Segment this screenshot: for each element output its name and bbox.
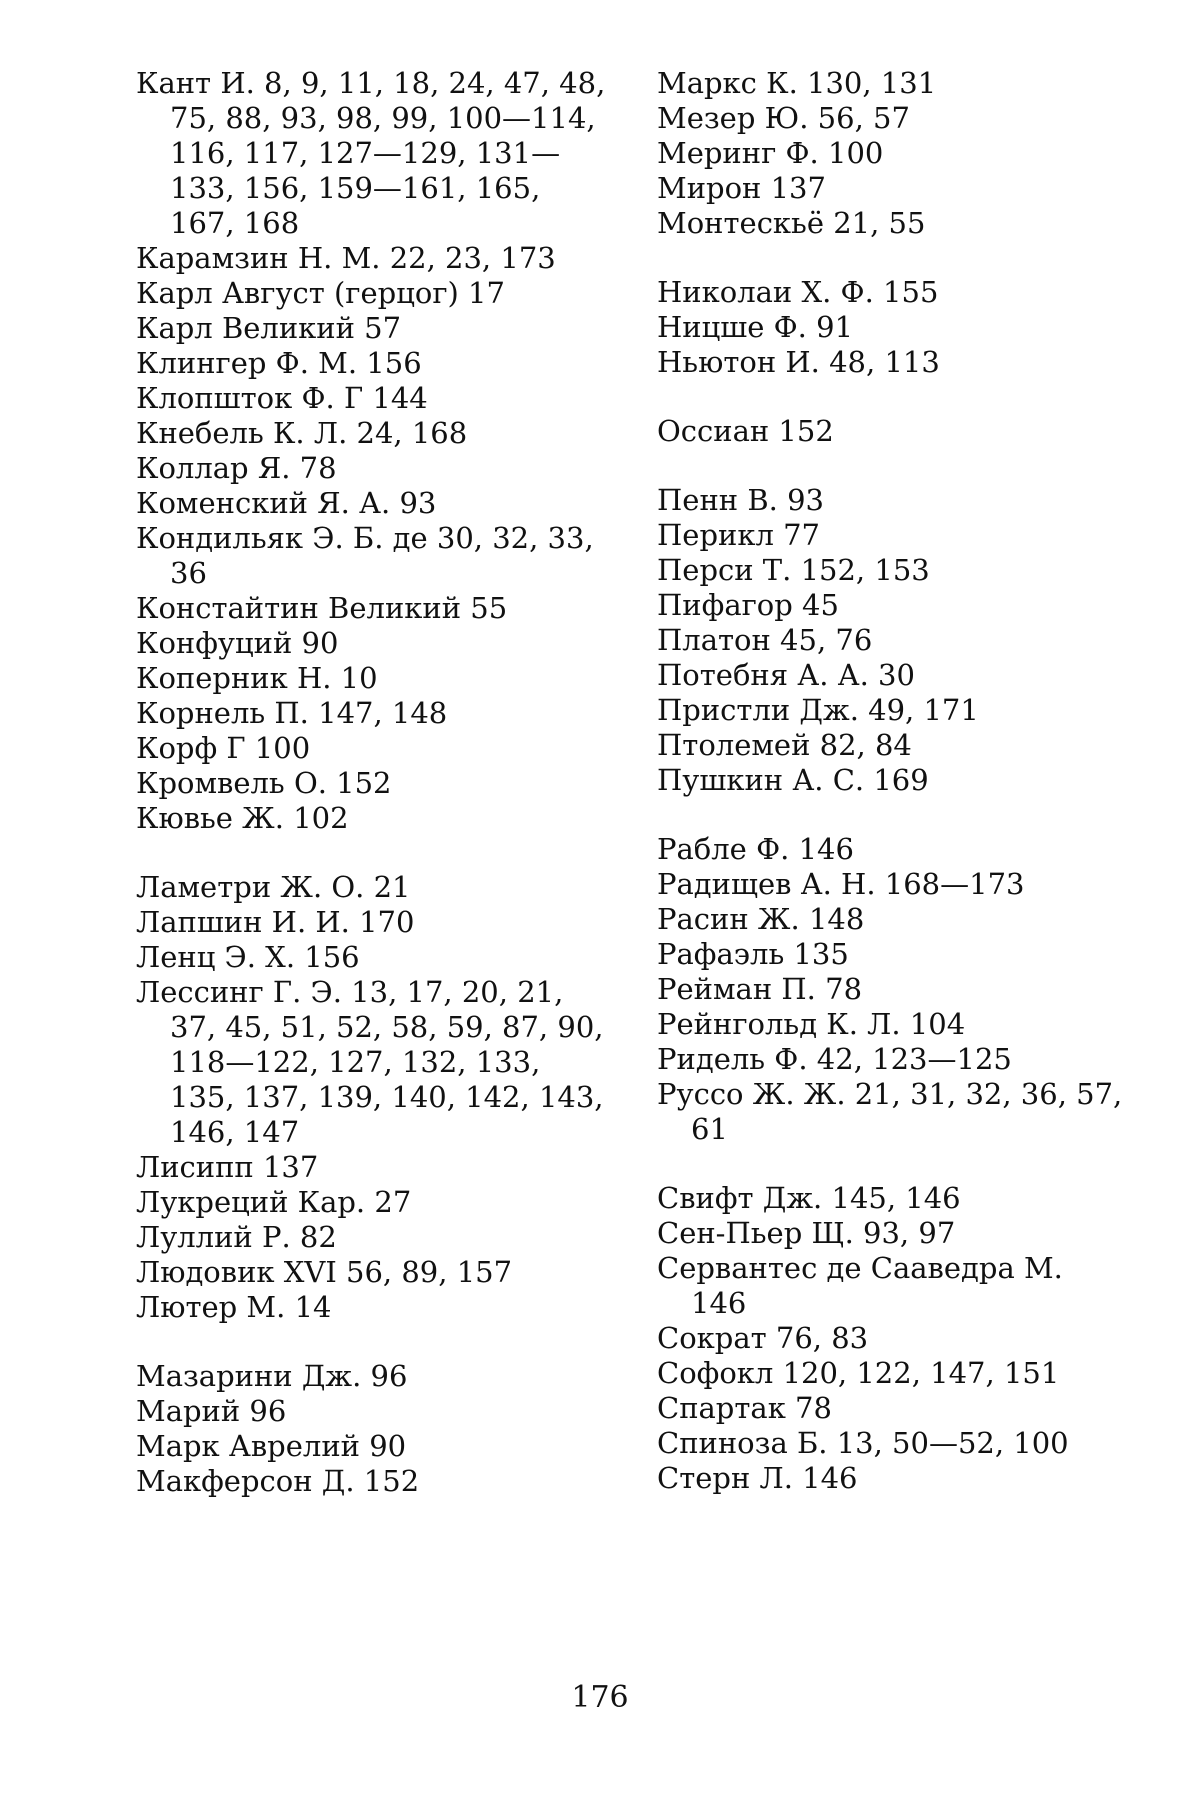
index-entry: Меринг Ф. 100: [657, 136, 884, 170]
letter-group-gap: [657, 380, 1127, 414]
index-entry: Руссо Ж. Ж. 21, 31, 32, 36, 57, 61: [657, 1077, 1123, 1146]
index-entry: Ленц Э. Х. 156: [136, 940, 360, 974]
index-entry: Потебня А. А. 30: [657, 658, 915, 692]
letter-group-gap: [657, 241, 1127, 275]
index-column-left: [136, 66, 606, 1499]
index-entry: Кромвель О. 152: [136, 766, 392, 800]
letter-group-gap: [657, 449, 1127, 483]
index-entry: Констайтин Великий 55: [136, 591, 508, 625]
index-entry: Спиноза Б. 13, 50—52, 100: [657, 1426, 1069, 1460]
index-entry: Рабле Ф. 146: [657, 832, 854, 866]
index-entry: Рафаэль 135: [657, 937, 849, 971]
index-entry: Кант И. 8, 9, 11, 18, 24, 47, 48, 75, 88, 93, 98, 99, 100—114, 116, 117, 127—129, 131—133, 156, 159—161, 165, 167, 168: [136, 66, 606, 240]
index-entry: Софокл 120, 122, 147, 151: [657, 1356, 1060, 1390]
index-entry: Мазарини Дж. 96: [136, 1359, 408, 1393]
index-entry: Спартак 78: [657, 1391, 832, 1425]
letter-group-gap: [136, 1325, 606, 1359]
index-entry: Сократ 76, 83: [657, 1321, 869, 1355]
index-entry: Карл Великий 57: [136, 311, 402, 345]
index-entry: Перикл 77: [657, 518, 821, 552]
index-entry: Свифт Дж. 145, 146: [657, 1181, 961, 1215]
index-entry: Ньютон И. 48, 113: [657, 345, 940, 379]
index-entry: Лапшин И. И. 170: [136, 905, 415, 939]
index-entry: Николаи Х. Ф. 155: [657, 275, 939, 309]
index-entry: Клопшток Ф. Г 144: [136, 381, 428, 415]
index-entry: Пенн В. 93: [657, 483, 824, 517]
index-entry: Перси Т. 152, 153: [657, 553, 930, 587]
index-entry: Коменский Я. А. 93: [136, 486, 437, 520]
index-entry: Монтескьё 21, 55: [657, 206, 926, 240]
index-entry: Луллий Р. 82: [136, 1220, 337, 1254]
index-entry: Маркс К. 130, 131: [657, 66, 937, 100]
index-entry: Кнебель К. Л. 24, 168: [136, 416, 468, 450]
index-entry: Стерн Л. 146: [657, 1461, 858, 1495]
index-entry: Ницше Ф. 91: [657, 310, 854, 344]
index-entry: Конфуций 90: [136, 626, 339, 660]
index-entry: Мезер Ю. 56, 57: [657, 101, 910, 135]
index-entry: Коллар Я. 78: [136, 451, 337, 485]
index-entry: Ридель Ф. 42, 123—125: [657, 1042, 1012, 1076]
index-entry: Корнель П. 147, 148: [136, 696, 448, 730]
index-entry: Людовик XVI 56, 89, 157: [136, 1255, 513, 1289]
letter-group-gap: [657, 798, 1127, 832]
letter-group-gap: [657, 1147, 1127, 1181]
index-entry: Карамзин Н. М. 22, 23, 173: [136, 241, 556, 275]
index-entry: Корф Г 100: [136, 731, 311, 765]
index-entry: Расин Ж. 148: [657, 902, 865, 936]
index-column-right: [657, 66, 1127, 1496]
letter-group-gap: [136, 836, 606, 870]
index-entry: Оссиан 152: [657, 414, 834, 448]
index-entry: Лессинг Г. Э. 13, 17, 20, 21, 37, 45, 51, 52, 58, 59, 87, 90, 118—122, 127, 132, 133, 135, 137, 139, 140, 142, 143, 146, 147: [136, 975, 604, 1149]
index-entry: Макферсон Д. 152: [136, 1464, 420, 1498]
index-entry: Рейнгольд К. Л. 104: [657, 1007, 966, 1041]
index-entry: Лисипп 137: [136, 1150, 319, 1184]
index-entry: Пушкин А. С. 169: [657, 763, 929, 797]
index-entry: Лютер М. 14: [136, 1290, 332, 1324]
index-entry: Марк Аврелий 90: [136, 1429, 407, 1463]
index-entry: Пифагор 45: [657, 588, 839, 622]
index-entry: Кювье Ж. 102: [136, 801, 349, 835]
index-entry: Ламетри Ж. О. 21: [136, 870, 411, 904]
index-entry: Карл Август (герцог) 17: [136, 276, 505, 310]
index-entry: Пристли Дж. 49, 171: [657, 693, 979, 727]
page-number: 176: [571, 1680, 629, 1715]
index-entry: Платон 45, 76: [657, 623, 873, 657]
index-entry: Птолемей 82, 84: [657, 728, 912, 762]
index-entry: Коперник Н. 10: [136, 661, 378, 695]
index-entry: Лукреций Кар. 27: [136, 1185, 412, 1219]
index-entry: Марий 96: [136, 1394, 287, 1428]
index-entry: Сервантес де Сааведра М. 146: [657, 1251, 1063, 1320]
index-entry: Сен-Пьер Щ. 93, 97: [657, 1216, 956, 1250]
index-entry: Радищев А. Н. 168—173: [657, 867, 1025, 901]
index-entry: Рейман П. 78: [657, 972, 863, 1006]
index-entry: Клингер Ф. М. 156: [136, 346, 422, 380]
index-entry: Кондильяк Э. Б. де 30, 32, 33, 36: [136, 521, 594, 590]
index-entry: Мирон 137: [657, 171, 826, 205]
